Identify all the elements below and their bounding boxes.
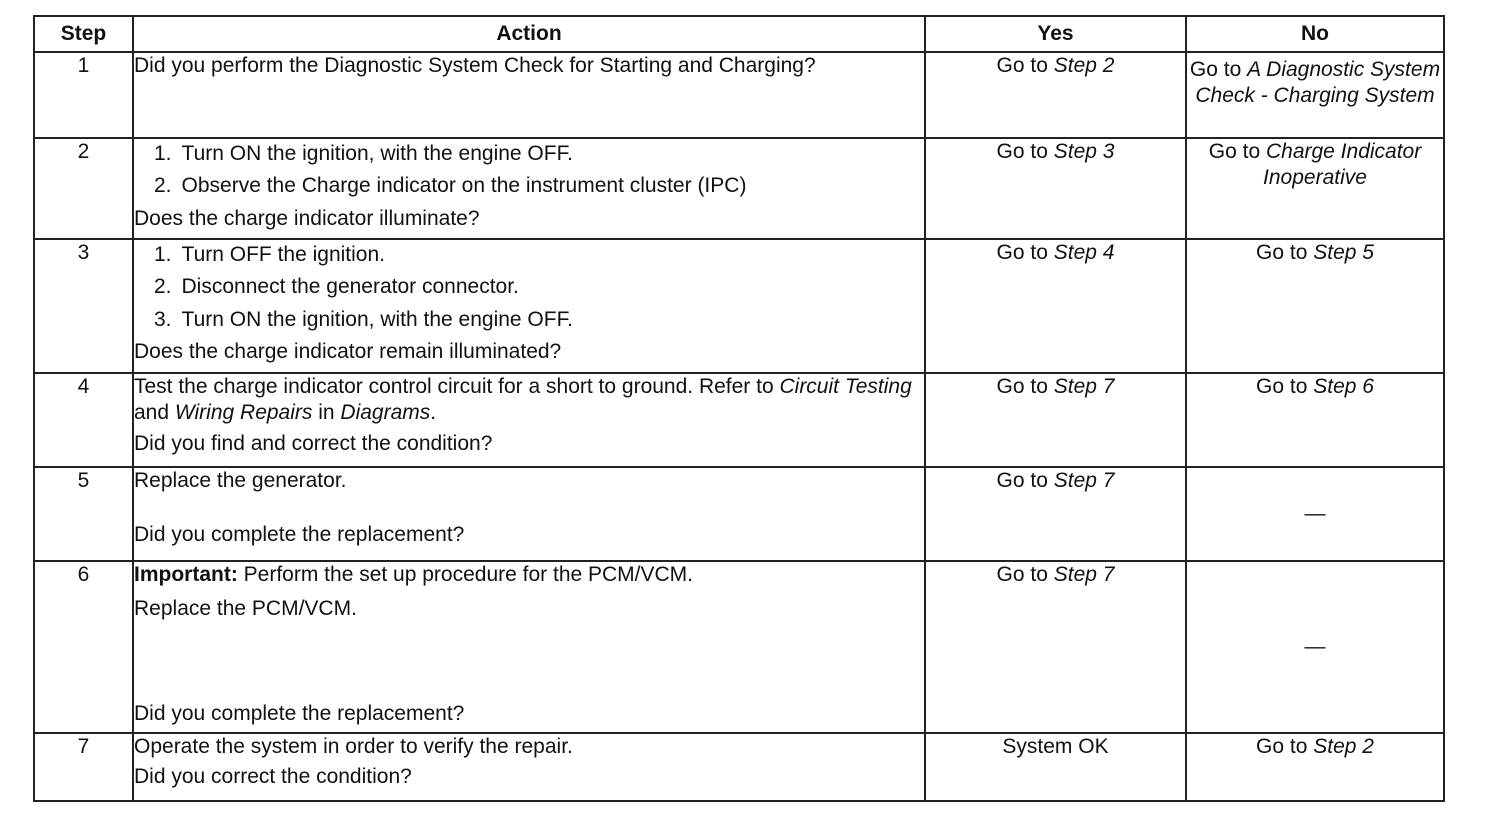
no-link[interactable]: Step 5 <box>1313 241 1374 264</box>
step-number: 6 <box>34 561 133 733</box>
question-text: Did you find and correct the condition? <box>134 431 493 455</box>
step-number: 2 <box>34 138 133 239</box>
question-text: Does the charge indicator remain illuminated? <box>134 339 562 363</box>
table-row <box>34 52 1444 138</box>
no-cell <box>1186 52 1444 138</box>
yes-cell: Go to Step 3 <box>925 138 1186 239</box>
action-cell <box>133 239 925 373</box>
action-cell <box>133 733 925 801</box>
yes-cell <box>925 733 1186 801</box>
diagrams-link[interactable]: Diagrams <box>340 401 431 425</box>
yes-text: System OK <box>1002 735 1109 758</box>
no-cell <box>1186 467 1444 561</box>
step-number: 5 <box>34 467 133 561</box>
diagnostic-table <box>33 15 1445 802</box>
header-action: Action <box>133 16 925 52</box>
question-text: Did you complete the replacement? <box>134 523 465 547</box>
header-no: No <box>1186 16 1444 52</box>
yes-link[interactable]: Step 7 <box>1053 469 1115 492</box>
important-label: Important: <box>134 563 238 586</box>
table-row <box>34 138 1444 239</box>
header-step: Step <box>34 16 133 52</box>
step-number: 4 <box>34 373 133 467</box>
no-cell: Go to Step 6 <box>1186 373 1444 467</box>
step-number: 7 <box>34 733 133 801</box>
yes-cell: Go to Step 4 <box>925 239 1186 373</box>
action-cell <box>133 467 925 561</box>
yes-cell <box>925 52 1186 138</box>
no-link[interactable]: Charge Indicator Inoperative <box>1263 140 1422 190</box>
yes-cell: Go to Step 7 <box>925 561 1186 733</box>
no-dash: — <box>1304 634 1326 658</box>
yes-prefix: Go to <box>996 54 1054 77</box>
no-dash: — <box>1304 501 1326 525</box>
action-text: Replace the generator. <box>134 469 347 492</box>
action-cell <box>133 561 925 733</box>
list-item: 2. Disconnect the generator connector. <box>154 275 519 299</box>
no-cell: Go to Step 2 <box>1186 733 1444 801</box>
no-link[interactable]: A Diagnostic System Check - Charging System <box>1195 58 1441 108</box>
header-row <box>34 16 1444 52</box>
list-item: 3. Turn ON the ignition, with the engine OFF. <box>154 307 573 331</box>
no-cell: Go to Step 5 <box>1186 239 1444 373</box>
yes-link[interactable]: Step 4 <box>1053 241 1115 264</box>
table-row <box>34 239 1444 373</box>
wiring-repairs-link[interactable]: Wiring Repairs <box>174 401 313 425</box>
list-item: 2. Observe the Charge indicator on the instrument cluster (IPC) <box>154 174 747 198</box>
yes-cell: Go to Step 7 <box>925 467 1186 561</box>
yes-cell: Go to Step 7 <box>925 373 1186 467</box>
question-text: Does the charge indicator illuminate? <box>134 206 480 230</box>
no-link[interactable]: Step 2 <box>1313 735 1374 758</box>
question-text: Did you correct the condition? <box>134 765 412 789</box>
step-number: 3 <box>34 239 133 373</box>
no-cell: Go to Charge Indicator Inoperative <box>1186 138 1444 239</box>
no-prefix: Go to <box>1189 58 1248 81</box>
action-text: Operate the system in order to verify the repair. <box>134 735 573 758</box>
yes-link[interactable]: Step 3 <box>1053 140 1115 163</box>
yes-link[interactable]: Step 7 <box>1053 375 1115 398</box>
action-text: Replace the PCM/VCM. <box>134 597 357 621</box>
list-item: 1. Turn ON the ignition, with the engine OFF. <box>154 142 573 165</box>
step-number: 1 <box>34 52 133 138</box>
no-link[interactable]: Step 6 <box>1313 375 1374 398</box>
action-cell <box>133 138 925 239</box>
action-cell <box>133 52 925 138</box>
no-cell <box>1186 561 1444 733</box>
important-note: Important: Perform the set up procedure for the PCM/VCM. <box>134 563 694 586</box>
circuit-testing-link[interactable]: Circuit Testing <box>779 375 912 398</box>
action-cell <box>133 373 925 467</box>
table-row <box>34 467 1444 561</box>
table-row <box>34 373 1444 467</box>
yes-link[interactable]: Step 2 <box>1053 54 1115 77</box>
header-yes: Yes <box>925 16 1186 52</box>
table-row <box>34 561 1444 733</box>
yes-link[interactable]: Step 7 <box>1053 563 1115 586</box>
action-text: Did you perform the Diagnostic System Check for Starting and Charging? <box>134 54 816 77</box>
table-row <box>34 733 1444 801</box>
list-item: 1. Turn OFF the ignition. <box>154 243 385 266</box>
question-text: Did you complete the replacement? <box>134 701 465 725</box>
action-text: Test the charge indicator control circuit for a short to ground. Refer to Circuit Testing and Wiring Repairs in Diagrams. <box>134 375 912 425</box>
